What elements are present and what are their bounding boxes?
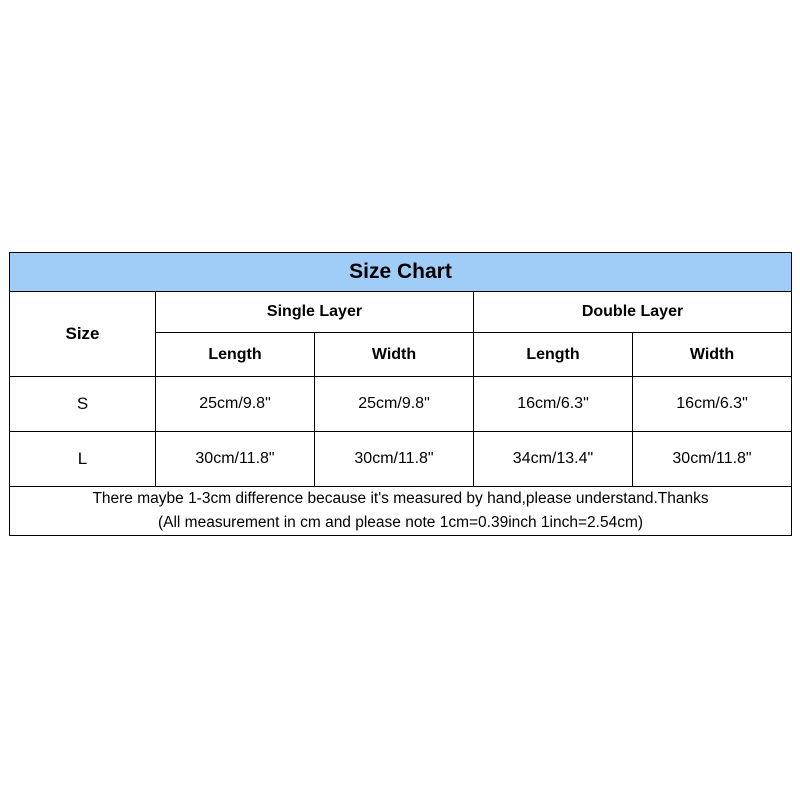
measurement-note <box>10 487 792 536</box>
size-cell: S <box>10 377 156 432</box>
table-row <box>10 432 792 487</box>
title-row <box>10 253 792 292</box>
chart-title: Size Chart <box>10 253 792 292</box>
double-width-cell: 30cm/11.8" <box>633 432 792 487</box>
note-row <box>10 487 792 536</box>
single-width-cell: 30cm/11.8" <box>315 432 474 487</box>
double-length-cell: 34cm/13.4" <box>474 432 633 487</box>
group-header-row <box>10 292 792 333</box>
note-line-difference: There maybe 1-3cm difference because it's measured by hand,please understand.Thanks <box>92 490 709 507</box>
single-length-cell: 30cm/11.8" <box>156 432 315 487</box>
double-length-header: Length <box>474 333 633 377</box>
size-chart-table <box>9 252 792 536</box>
note-line-conversion: (All measurement in cm and please note 1cm=0.39inch 1inch=2.54cm) <box>157 514 644 531</box>
size-cell: L <box>10 432 156 487</box>
single-layer-header: Single Layer <box>156 292 474 333</box>
single-width-header: Width <box>315 333 474 377</box>
single-length-header: Length <box>156 333 315 377</box>
size-column-header: Size <box>10 292 156 377</box>
double-width-header: Width <box>633 333 792 377</box>
single-width-cell: 25cm/9.8" <box>315 377 474 432</box>
double-length-cell: 16cm/6.3" <box>474 377 633 432</box>
single-length-cell: 25cm/9.8" <box>156 377 315 432</box>
double-width-cell: 16cm/6.3" <box>633 377 792 432</box>
double-layer-header: Double Layer <box>474 292 792 333</box>
table-row <box>10 377 792 432</box>
